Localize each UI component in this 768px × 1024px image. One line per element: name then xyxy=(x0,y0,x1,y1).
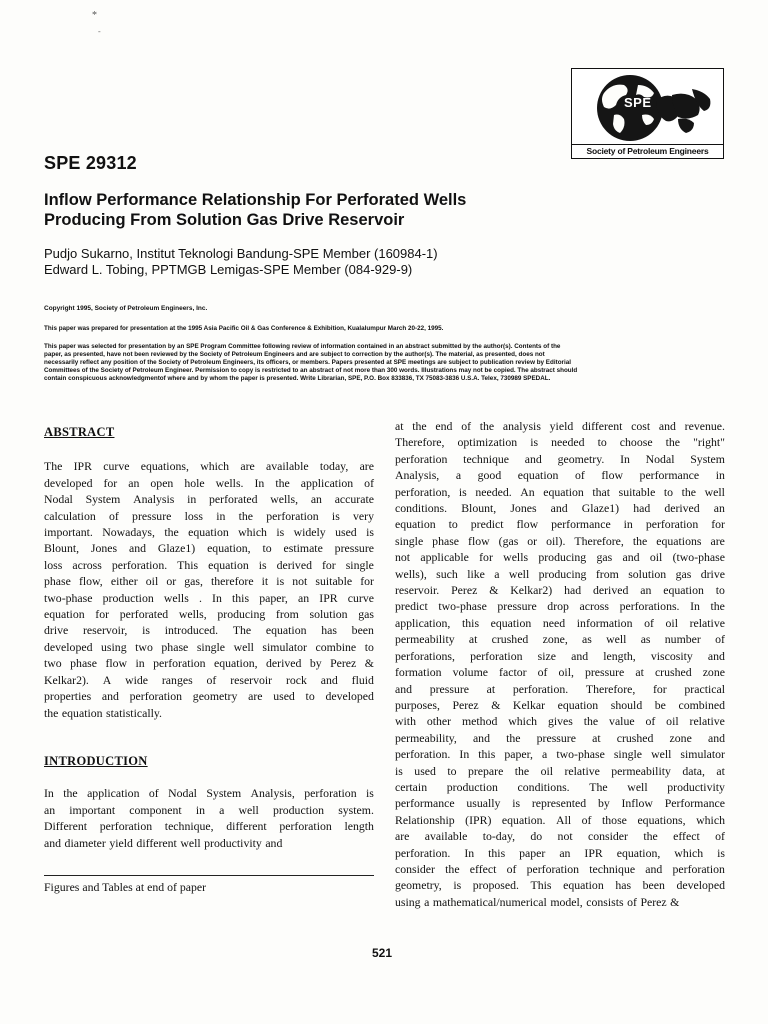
paper-number: SPE 29312 xyxy=(44,153,137,173)
text-line: and diameter yield different well productivity and xyxy=(44,835,283,850)
text-line: The IPR curve equations, which are available today, are xyxy=(44,459,374,474)
corner-dash: - xyxy=(98,27,101,36)
text-line: application, this equation need information of oil relative xyxy=(395,615,725,630)
text-line: equation to predict flow performance in perforation for xyxy=(395,517,725,532)
paper-title xyxy=(44,190,564,230)
spe-logo-caption: Society of Petroleum Engineers xyxy=(572,144,723,158)
text-line: developed for an open hole wells. In the application of xyxy=(44,475,374,490)
copyright-notice: Copyright 1995, Society of Petroleum Engineers, Inc. xyxy=(44,305,208,312)
text-line: developed using two phase single well simulator combine to xyxy=(44,639,374,654)
text-line: perforation. In this paper, a two-phase single well simulator xyxy=(395,747,725,762)
right-column xyxy=(395,418,725,910)
text-line: an important component in a well production system. xyxy=(44,802,374,817)
text-line: geometry, is proposed. This equation has been developed xyxy=(395,878,725,893)
text-line: certain production conditions. The well productivity xyxy=(395,779,725,794)
disclaimer-line: contain conspicuous acknowledgmentof where and by whom the paper is presented. Write Librarian, SPE, P.O. Box 833836, TX 75083-3836 U.S.A. Telex, 730989 SPEDAL. xyxy=(44,375,551,382)
text-line: formation volume factor of oil, pressure at crushed zone xyxy=(395,665,725,680)
disclaimer-line: necessarily reflect any position of the Society of Petroleum Engineers, its officers, or members. Papers presented at SPE meetings are subject to publication review by Editorial xyxy=(44,359,571,366)
text-line: Blount, Jones and Glaze1) equation, to estimate pressure xyxy=(44,541,374,556)
text-line: drive reservoir, is introduced. The equation has been xyxy=(44,623,374,638)
right-column-body xyxy=(395,418,725,910)
text-line: permeability at crushed zone, as well as number of xyxy=(395,632,725,647)
author-list xyxy=(44,246,438,278)
conference-note: This paper was prepared for presentation at the 1995 Asia Pacific Oil & Gas Conference & Exhibition, Kualalumpur March 20-22, 1995. xyxy=(44,325,444,332)
disclaimer-line: Committees of the Society of Petroleum Engineer. Permission to copy is restricted to an abstract of not more than 300 words. Illustrations may not be copied. The abstract should xyxy=(44,367,578,374)
text-line: important. Nowadays, the equation which is widely used is xyxy=(44,525,374,540)
disclaimer-line: This paper was selected for presentation by an SPE Program Committee following review of information contained in an abstract submitted by the author(s). Contents of the xyxy=(44,343,561,350)
corner-mark: * xyxy=(92,10,97,21)
text-line: consider the effect of perforation technique and perforation xyxy=(395,861,725,876)
text-line: conditions. Blount, Jones and Glaze1) had derived an xyxy=(395,501,725,516)
text-line: Therefore, optimization is needed to choose the "right" xyxy=(395,435,725,450)
disclaimer-block xyxy=(44,343,732,383)
introduction-heading: INTRODUCTION xyxy=(44,753,148,768)
text-line: using a mathematical/numerical model, consists of Perez & xyxy=(395,894,680,909)
text-line: Nodal System Analysis in perforated wells, an accurate xyxy=(44,492,374,507)
text-line: Relationship (IPR) equation. All of those equations, which xyxy=(395,812,725,827)
text-line: performance usually is represented by Inflow Performance xyxy=(395,796,725,811)
text-line: are available to-day, do not consider the effect of xyxy=(395,829,725,844)
text-line: Analysis, a good equation of flow performance in xyxy=(395,468,725,483)
text-line: the equation statistically. xyxy=(44,705,162,720)
text-line: properties and perforation geometry are used to developed xyxy=(44,689,374,704)
footnote: Figures and Tables at end of paper xyxy=(44,879,207,894)
author-line: Edward L. Tobing, PPTMGB Lemigas-SPE Member (084-929-9) xyxy=(44,262,413,277)
left-column xyxy=(44,418,374,895)
text-line: wells), such like a well producing from solution gas drive xyxy=(395,566,725,581)
text-line: with other method which gives the value of oil relative xyxy=(395,714,725,729)
text-line: and pressure at perforation. Therefore, for practical xyxy=(395,681,725,696)
text-line: single phase flow (gas or oil). Therefore, the equations are xyxy=(395,533,725,548)
text-line: predict two-phase pressure drop across perforations. In the xyxy=(395,599,725,614)
text-line: purposes, Perez & Kelkar equation should be combined xyxy=(395,697,725,712)
text-line: not applicable for wells producing gas and oil (two-phase xyxy=(395,550,725,565)
text-line: perforations, perforation size and length, viscosity and xyxy=(395,648,725,663)
text-line: two phase flow in perforation equation, derived by Perez & xyxy=(44,656,374,671)
text-line: two-phase production wells . In this paper, an IPR curve xyxy=(44,590,374,605)
paper-title-line: Inflow Performance Relationship For Perforated Wells xyxy=(44,191,467,209)
text-line: Different perforation technique, different perforation length xyxy=(44,819,374,834)
spe-logo-text: SPE xyxy=(624,95,652,110)
paper-title-line: Producing From Solution Gas Drive Reservoir xyxy=(44,211,405,229)
spe-logo xyxy=(571,68,724,159)
abstract-heading: ABSTRACT xyxy=(44,425,115,439)
text-line: perforation. In this paper an IPR equation, which is xyxy=(395,845,725,860)
text-line: phase flow, either oil or gas, therefore it is not suitable for xyxy=(44,574,374,589)
text-line: at the end of the analysis yield different cost and revenue. xyxy=(395,419,725,433)
introduction-body xyxy=(44,785,374,851)
text-line: permeability, and the pressure at crushed zone and xyxy=(395,730,725,745)
text-line: In the application of Nodal System Analysis, perforation is xyxy=(44,786,374,801)
disclaimer-line: paper, as presented, have not been reviewed by the Society of Petroleum Engineers and are subject to correction by the author(s). The material, as presented, does not xyxy=(44,351,545,358)
text-line: loss across perforation. This equation is derived for single xyxy=(44,557,374,572)
footnote-rule xyxy=(44,875,374,876)
text-line: calculation of pressure loss in the perforation is very xyxy=(44,508,374,523)
text-line: is used to prepare the oil relative permeability data, at xyxy=(395,763,725,778)
text-line: Kelkar2). A wide ranges of reservoir rock and fluid xyxy=(44,672,374,687)
text-line: perforation, is needed. An equation that suitable to the well xyxy=(395,484,725,499)
text-line: perforation technique and geometry. In Nodal System xyxy=(395,451,725,466)
author-line: Pudjo Sukarno, Institut Teknologi Bandung-SPE Member (160984-1) xyxy=(44,246,438,261)
abstract-body xyxy=(44,458,374,721)
page-number: 521 xyxy=(372,946,393,960)
text-line: reservoir. Perez & Kelkar2) had derived an equation to xyxy=(395,583,725,598)
text-line: equation for perforated wells, producing from solution gas xyxy=(44,607,374,622)
